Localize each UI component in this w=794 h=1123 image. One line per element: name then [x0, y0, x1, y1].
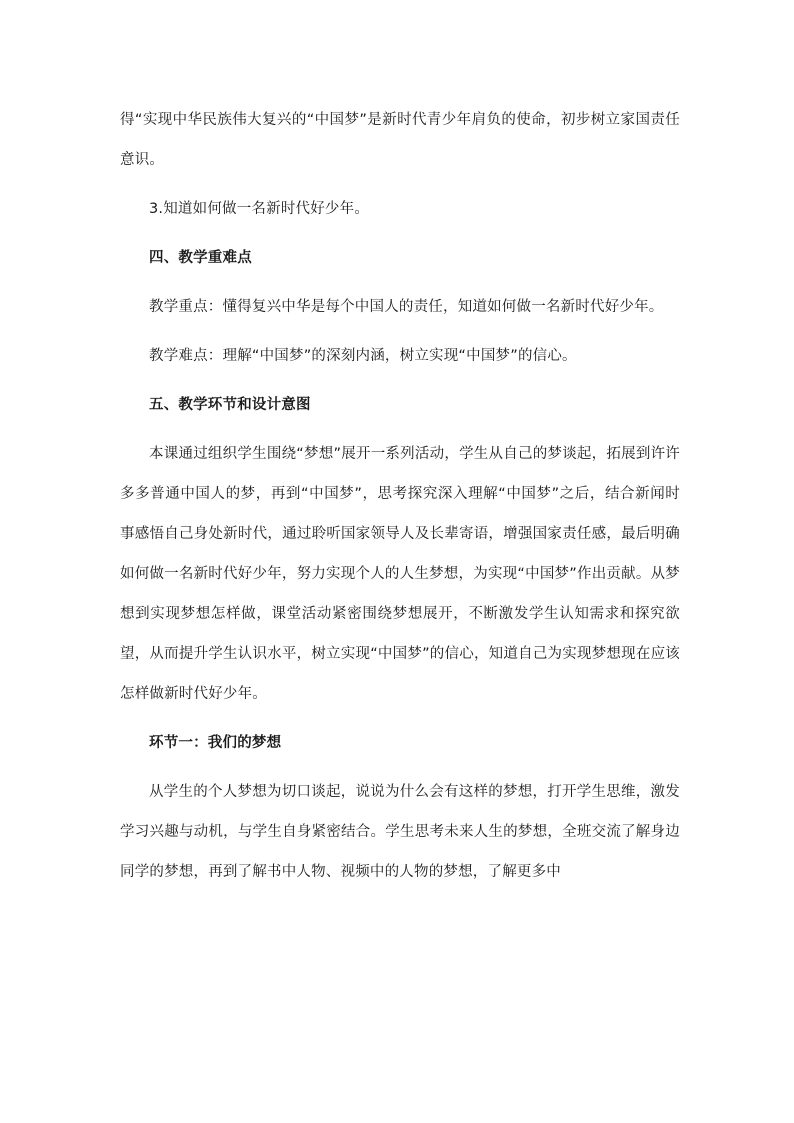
heading-key-and-difficult-points: 四、教学重难点 — [149, 250, 252, 266]
paragraph-design-intent: 本课通过组织学生围绕“梦想”展开一系列活动，学生从自己的梦谈起，拓展到许许多多普通中国人的梦，再到“中国梦”，思考探究深入理解“中国梦”之后，结合新闻时事感悟自己身处新时代，通过聆听国家领导人及长辈寄语，增强国家责任感，最后明确如何做一名新时代好少年，努力实现个人的人生梦想，为实现“中国梦”作出贡献。从梦想到实现梦想怎样做，课堂活动紧密围绕梦想展开，不断激发学生认知需求和探究欲望，从而提升学生认识水平，树立实现“中国梦”的信心，知道自己为实现梦想现在应该怎样做新时代好少年。 — [120, 446, 680, 702]
paragraph-difficult-point: 教学难点：理解“中国梦”的深刻内涵，树立实现“中国梦”的信心。 — [149, 348, 577, 364]
paragraph-objective-3: 3.知道如何做一名新时代好少年。 — [149, 201, 370, 217]
paragraph-objective-2-continued: 得“实现中华民族伟大复兴的“中国梦”是新时代青少年肩负的使命，初步树立家国责任意识。 — [120, 112, 680, 168]
heading-teaching-steps: 五、教学环节和设计意图 — [149, 397, 311, 413]
paragraph-step-one-body: 从学生的个人梦想为切口谈起，说说为什么会有这样的梦想，打开学生思维，激发学习兴趣与动机，与学生自身紧密结合。学生思考未来人生的梦想，全班交流了解身边同学的梦想，再到了解书中人物、视频中的人物的梦想，了解更多中 — [120, 784, 680, 880]
heading-step-one: 环节一：我们的梦想 — [149, 735, 282, 751]
document-body — [120, 100, 680, 901]
paragraph-key-point: 教学重点：懂得复兴中华是每个中国人的责任，知道如何做一名新时代好少年。 — [149, 299, 664, 315]
